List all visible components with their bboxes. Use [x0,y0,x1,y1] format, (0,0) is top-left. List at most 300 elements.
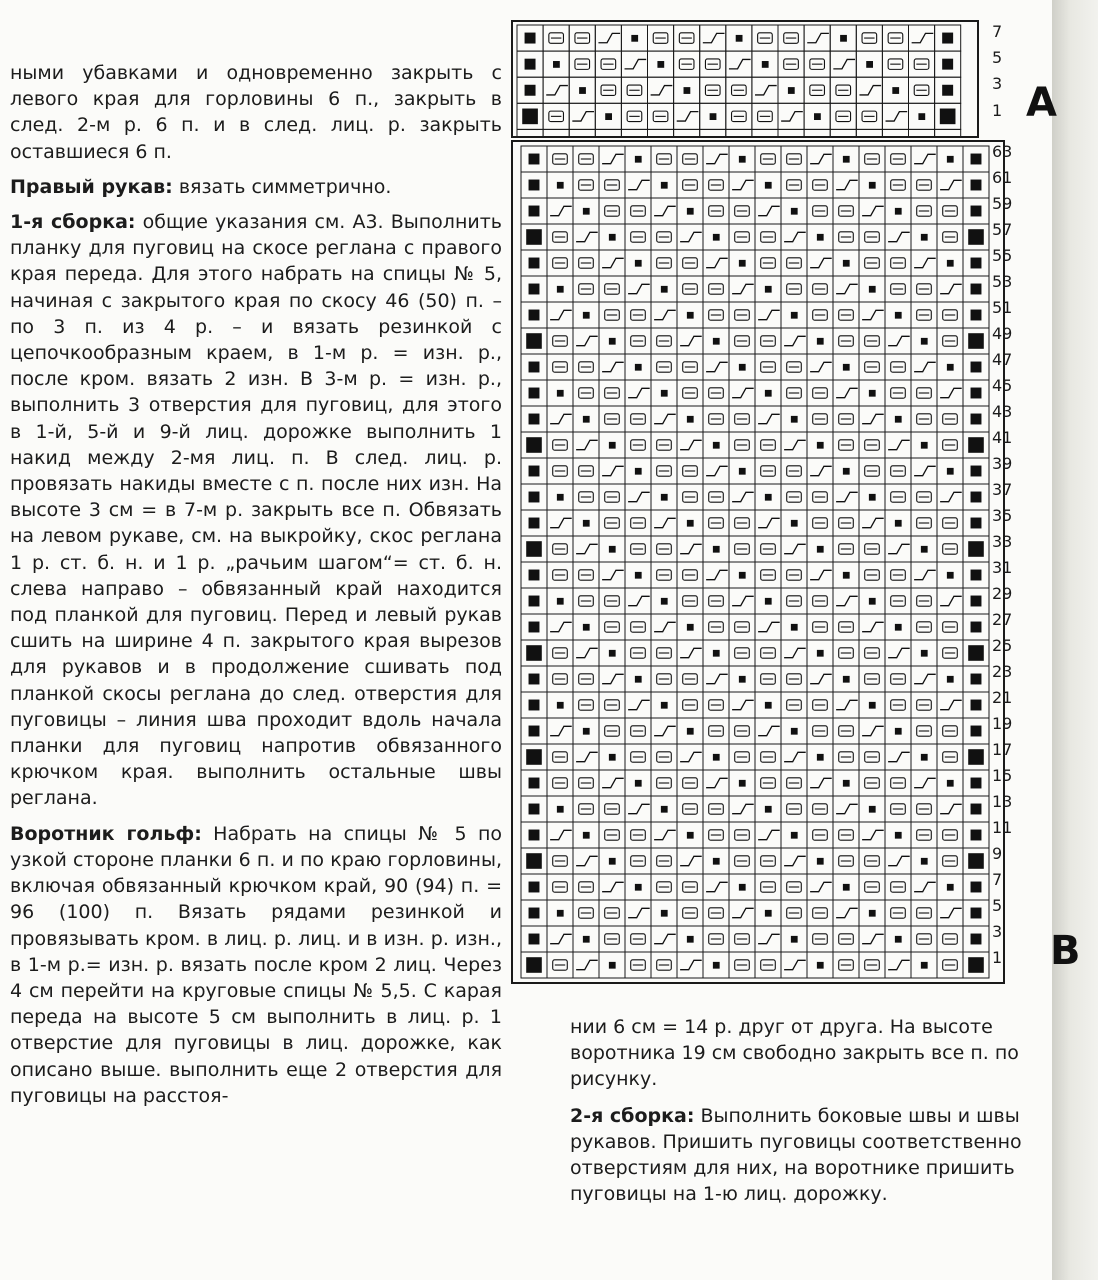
chart-cell [521,146,547,172]
edge-stitch-icon [529,700,540,711]
edge-stitch-icon [971,804,982,815]
chart-cell [963,900,989,926]
cross-stitch-icon [810,466,832,475]
chart-cell [621,25,647,51]
chart-cell [625,354,651,380]
row-number: 7 [992,22,1003,41]
chart-cell [963,796,989,822]
chart-cell [521,952,547,978]
cross-stitch-icon [784,440,806,449]
chart-cell [700,51,726,77]
chart-cell [729,484,755,510]
chart-cell [909,129,935,136]
page-edge-shadow [1052,0,1098,1280]
edge-stitch-icon [971,518,982,529]
knit-dot-icon [661,182,668,189]
knit-dot-icon [817,962,824,969]
cross-stitch-icon [654,622,676,631]
edge-stitch-icon [942,85,953,96]
knit-dot-icon [843,156,850,163]
knit-dot-icon [635,780,642,787]
chart-cell [911,822,937,848]
cross-stitch-icon [810,570,832,579]
chart-cell [807,224,833,250]
knit-dot-icon [947,676,954,683]
edge-stitch-icon [529,206,540,217]
chart-cell [573,848,599,874]
chart-cell [755,510,781,536]
edge-stitch-icon [526,541,542,557]
chart-cell [599,302,625,328]
edge-stitch-icon [971,882,982,893]
chart-cell [625,614,651,640]
edge-stitch-icon [529,362,540,373]
edge-stitch-icon [971,934,982,945]
chart-cell [599,250,625,276]
chart-cell [833,198,859,224]
cross-stitch-icon [576,960,598,969]
chart-cell [963,484,989,510]
knit-dot-icon [921,962,928,969]
cross-stitch-icon [706,466,728,475]
knit-dot-icon [661,598,668,605]
chart-cell [909,51,935,77]
edge-stitch-icon [529,284,540,295]
chart-cell [703,380,729,406]
chart-cell [963,510,989,536]
cross-stitch-icon [654,414,676,423]
chart-cell [830,51,856,77]
chart-a-label: A [1026,80,1057,126]
chart-cell [963,718,989,744]
chart-cell [599,146,625,172]
chart-cell [807,302,833,328]
knit-dot-icon [895,208,902,215]
edge-stitch-icon [529,882,540,893]
knit-dot-icon [791,208,798,215]
chart-cell [911,432,937,458]
cross-stitch-icon [862,414,884,423]
cross-stitch-icon [706,882,728,891]
row-number: 59 [992,194,1013,213]
chart-cell [651,484,677,510]
chart-cell [859,276,885,302]
paragraph-heading: 1-я сборка: [10,211,136,234]
chart-cell [937,406,963,432]
chart-cell [547,744,573,770]
chart-cell [804,25,830,51]
chart-cell [677,276,703,302]
chart-cell [833,276,859,302]
knit-dot-icon [765,702,772,709]
chart-cell [885,198,911,224]
chart-cell [625,718,651,744]
chart-cell [599,510,625,536]
chart-cell [521,172,547,198]
chart-cell [573,458,599,484]
cross-stitch-icon [810,154,832,163]
chart-cell [963,926,989,952]
chart-cell [833,848,859,874]
chart-cell [885,796,911,822]
chart-cell [781,276,807,302]
cross-stitch-icon [732,284,754,293]
chart-cell [625,770,651,796]
chart-cell [599,796,625,822]
chart-cell [573,328,599,354]
chart-cell [781,614,807,640]
cross-stitch-icon [602,258,624,267]
cross-stitch-icon [810,674,832,683]
chart-cell [599,484,625,510]
edge-stitch-icon [968,333,984,349]
cross-stitch-icon [732,804,754,813]
chart-cell [911,614,937,640]
chart-cell [833,406,859,432]
chart-cell [963,562,989,588]
row-number: 55 [992,246,1013,265]
chart-cell [807,484,833,510]
cross-stitch-icon [680,960,702,969]
knit-dot-icon [657,61,664,68]
chart-cell [625,692,651,718]
chart-cell [729,640,755,666]
chart-cell [547,770,573,796]
chart-cell [885,380,911,406]
chart-cell [833,692,859,718]
chart-cell [911,796,937,822]
chart-cell [595,129,621,136]
chart-cell [521,380,547,406]
cross-stitch-icon [654,726,676,735]
chart-cell [547,380,573,406]
knit-dot-icon [817,650,824,657]
chart-cell [703,406,729,432]
knit-dot-icon [895,832,902,839]
chart-cell [937,458,963,484]
chart-cell [885,250,911,276]
chart-cell [778,51,804,77]
chart-cell [807,250,833,276]
cross-stitch-icon [914,570,936,579]
chart-cell [677,380,703,406]
chart-cell [859,796,885,822]
chart-cell [755,172,781,198]
chart-cell [703,510,729,536]
cross-stitch-icon [862,206,884,215]
row-number: 5 [992,896,1003,915]
chart-cell [911,510,937,536]
cross-stitch-icon [758,206,780,215]
cross-stitch-icon [628,284,650,293]
chart-cell [859,692,885,718]
knit-dot-icon [583,416,590,423]
cross-stitch-icon [625,59,647,68]
chart-cell [521,692,547,718]
row-number: 9 [992,844,1003,863]
chart-cell [807,718,833,744]
chart-cell [755,562,781,588]
chart-cell [859,172,885,198]
knit-dot-icon [739,364,746,371]
cross-stitch-icon [784,336,806,345]
cross-stitch-icon [940,804,962,813]
chart-cell [937,328,963,354]
edge-stitch-icon [971,466,982,477]
edge-stitch-icon [971,830,982,841]
knit-dot-icon [947,468,954,475]
knit-dot-icon [583,728,590,735]
chart-cell [963,276,989,302]
knit-dot-icon [869,286,876,293]
right-paragraph [570,1014,1048,1093]
cross-stitch-icon [680,232,702,241]
right-paragraph [570,1103,1048,1208]
chart-cell [755,302,781,328]
cross-stitch-icon [732,180,754,189]
knit-dot-icon [687,208,694,215]
chart-cell [651,354,677,380]
chart-cell [781,926,807,952]
chart-cell [885,640,911,666]
chart-cell [755,718,781,744]
chart-cell [599,770,625,796]
edge-stitch-icon [971,492,982,503]
chart-cell [859,198,885,224]
chart-cell [729,354,755,380]
chart-cell [833,250,859,276]
chart-cell [599,692,625,718]
chart-cell [648,51,674,77]
chart-cell [521,614,547,640]
cross-stitch-icon [862,934,884,943]
chart-cell [573,172,599,198]
chart-cell [625,926,651,952]
chart-cell [859,406,885,432]
row-number: 51 [992,298,1013,317]
chart-cell [909,103,935,129]
chart-cell [703,224,729,250]
edge-stitch-icon [529,908,540,919]
chart-cell [885,562,911,588]
chart-cell [595,25,621,51]
chart-cell [937,198,963,224]
chart-cell [651,588,677,614]
chart-cell [911,692,937,718]
chart-cell [937,562,963,588]
chart-cell [859,328,885,354]
knit-dot-icon [762,61,769,68]
chart-cell [937,744,963,770]
cross-stitch-icon [706,154,728,163]
edge-stitch-icon [968,853,984,869]
chart-cell [677,952,703,978]
chart-cell [807,354,833,380]
cross-stitch-icon [628,804,650,813]
chart-a-grid [513,22,977,136]
edge-stitch-icon [529,518,540,529]
chart-cell [755,640,781,666]
chart-cell [729,328,755,354]
cross-stitch-icon [572,112,594,121]
chart-cell [547,224,573,250]
cross-stitch-icon [654,310,676,319]
chart-cell [573,666,599,692]
chart-cell [648,103,674,129]
chart-cell [963,328,989,354]
chart-cell [677,874,703,900]
chart-cell [882,129,908,136]
chart-cell [807,172,833,198]
row-number: 35 [992,506,1013,525]
chart-cell [885,952,911,978]
cross-stitch-icon [810,362,832,371]
chart-cell [755,900,781,926]
chart-cell [807,562,833,588]
chart-cell [621,103,647,129]
cross-stitch-icon [576,856,598,865]
chart-cell [677,536,703,562]
cross-stitch-icon [680,856,702,865]
chart-cell [935,103,961,129]
chart-cell [573,354,599,380]
chart-cell [517,51,543,77]
chart-cell [625,406,651,432]
chart-cell [937,874,963,900]
chart-cell [651,692,677,718]
edge-stitch-icon [971,700,982,711]
chart-cell [963,536,989,562]
cross-stitch-icon [914,154,936,163]
chart-cell [937,692,963,718]
chart-cell [729,302,755,328]
chart-cell [911,484,937,510]
knit-dot-icon [635,572,642,579]
edge-stitch-icon [529,830,540,841]
edge-stitch-icon [968,749,984,765]
cross-stitch-icon [888,440,910,449]
chart-cell [521,718,547,744]
chart-cell [599,224,625,250]
cross-stitch-icon [550,518,572,527]
chart-cell [937,614,963,640]
chart-cell [885,926,911,952]
cross-stitch-icon [758,414,780,423]
knit-dot-icon [579,87,586,94]
edge-stitch-icon [942,59,953,70]
knit-dot-icon [791,520,798,527]
chart-cell [677,172,703,198]
chart-cell [625,328,651,354]
cross-stitch-icon [859,86,881,95]
chart-cell [573,770,599,796]
chart-cell [859,822,885,848]
chart-cell [651,848,677,874]
chart-cell [543,103,569,129]
knit-dot-icon [609,546,616,553]
knit-dot-icon [947,156,954,163]
chart-cell [856,129,882,136]
edge-stitch-icon [971,908,982,919]
chart-cell [700,77,726,103]
chart-cell [882,25,908,51]
chart-cell [547,458,573,484]
chart-cell [703,952,729,978]
chart-cell [856,51,882,77]
chart-cell [573,692,599,718]
chart-cell [885,848,911,874]
edge-stitch-icon [971,310,982,321]
cross-stitch-icon [758,726,780,735]
chart-cell [755,484,781,510]
chart-cell [573,900,599,926]
left-text-column [10,60,502,1118]
chart-cell [703,484,729,510]
chart-cell [547,952,573,978]
chart-cell [573,874,599,900]
edge-stitch-icon [529,388,540,399]
chart-cell [781,588,807,614]
chart-cell [573,718,599,744]
chart-cell [625,640,651,666]
chart-cell [911,640,937,666]
knit-dot-icon [791,832,798,839]
knit-dot-icon [553,61,560,68]
cross-stitch-icon [680,440,702,449]
cross-stitch-icon [836,908,858,917]
chart-cell [573,952,599,978]
row-number: 15 [992,766,1013,785]
edge-stitch-icon [526,645,542,661]
chart-cell [651,380,677,406]
chart-cell [859,588,885,614]
knit-dot-icon [947,364,954,371]
chart-cell [703,614,729,640]
chart-cell [807,198,833,224]
chart-cell [729,172,755,198]
chart-cell [729,848,755,874]
chart-cell [651,666,677,692]
row-number: 7 [992,870,1003,889]
knit-dot-icon [583,624,590,631]
chart-cell [547,146,573,172]
chart-cell [781,406,807,432]
knit-dot-icon [895,312,902,319]
edge-stitch-icon [529,466,540,477]
chart-cell [807,640,833,666]
chart-cell [651,822,677,848]
chart-cell [625,380,651,406]
knit-dot-icon [736,35,743,42]
chart-cell [543,129,569,136]
knit-dot-icon [921,234,928,241]
cross-stitch-icon [628,700,650,709]
knit-dot-icon [687,312,694,319]
row-number: 13 [992,792,1013,811]
chart-cell [703,328,729,354]
left-paragraph [10,174,502,200]
cross-stitch-icon [836,180,858,189]
knit-dot-icon [739,884,746,891]
chart-cell [963,354,989,380]
chart-cell [517,25,543,51]
chart-cell [599,432,625,458]
chart-cell [651,796,677,822]
chart-cell [677,822,703,848]
row-number: 1 [992,948,1003,967]
cross-stitch-icon [888,856,910,865]
edge-stitch-icon [940,109,956,125]
